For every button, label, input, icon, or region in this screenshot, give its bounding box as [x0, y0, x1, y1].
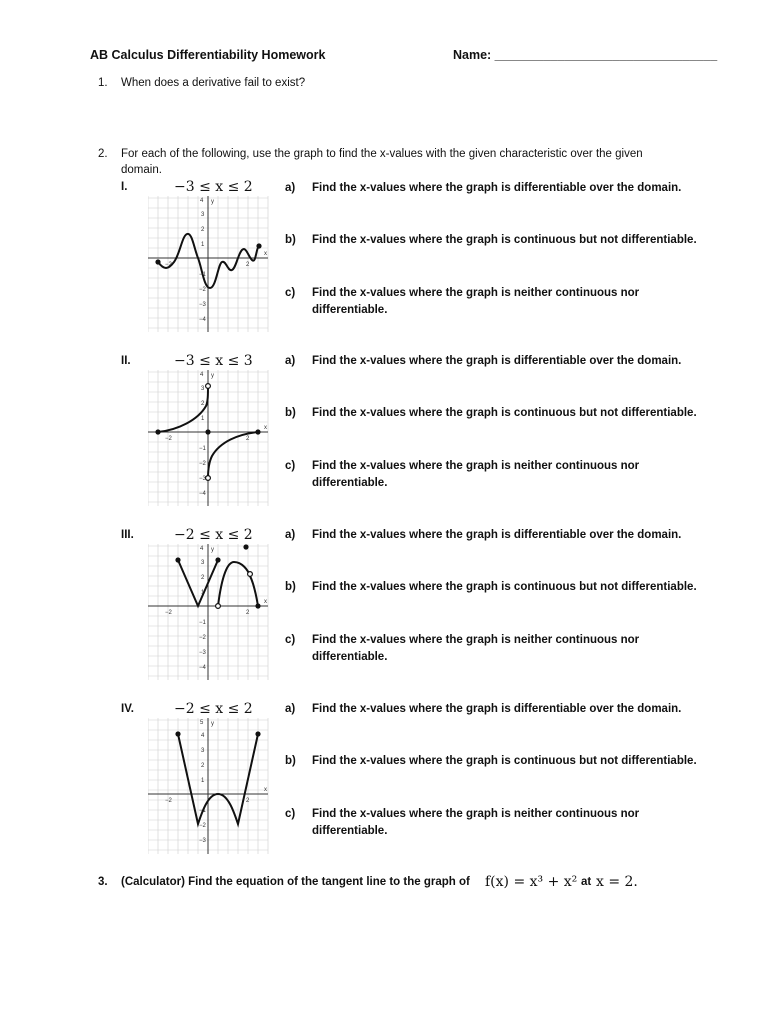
q3-point: x = 2.: [596, 874, 638, 890]
y-tick-label: −3: [199, 476, 206, 482]
part-2-b-label: b): [285, 407, 296, 419]
y-tick-label: 4: [200, 372, 204, 378]
y-axis-label: y: [211, 547, 214, 553]
q2-text-line1: For each of the following, use the graph to find the x-values with the given characteristic over the given: [121, 148, 643, 160]
part-4-domain: −2 ≤ x ≤ 2: [174, 701, 253, 717]
y-tick-label: −4: [199, 491, 206, 497]
part-2-roman: II.: [121, 355, 131, 367]
part-4-graph: [148, 718, 272, 854]
y-tick-label: 2: [201, 227, 205, 233]
y-tick-label: −2: [199, 823, 206, 829]
part-3-roman: III.: [121, 529, 134, 541]
x-axis-label: x: [264, 787, 267, 793]
y-tick-label: −2: [199, 461, 206, 467]
y-tick-label: 4: [201, 733, 205, 739]
part-1-endpoint-right: [256, 243, 261, 248]
y-tick-label: 3: [201, 748, 205, 754]
x-axis-label: x: [264, 251, 267, 257]
part-2-domain: −3 ≤ x ≤ 3: [174, 353, 253, 369]
q3-number: 3.: [98, 876, 108, 888]
part-2-graph: [148, 370, 272, 506]
part-3-b-text: Find the x-values where the graph is continuous but not differentiable.: [312, 581, 697, 593]
y-tick-label: −4: [199, 665, 206, 671]
x-tick-label: 2: [246, 798, 250, 804]
part-1-a-label: a): [285, 182, 296, 194]
part-2-a-label: a): [285, 355, 296, 367]
y-tick-label: 4: [200, 198, 204, 204]
y-tick-label: 3: [201, 386, 205, 392]
y-tick-label: 1: [201, 242, 205, 248]
worksheet-title: AB Calculus Differentiability Homework: [90, 48, 326, 62]
y-tick-label: −1: [199, 272, 206, 278]
part-2-c-text-line1: Find the x-values where the graph is neither continuous nor: [312, 460, 640, 472]
y-tick-label: 2: [201, 575, 205, 581]
part-4-b-text: Find the x-values where the graph is continuous but not differentiable.: [312, 755, 697, 767]
y-tick-label: 3: [201, 560, 205, 566]
y-tick-label: −3: [199, 650, 206, 656]
q1-number: 1.: [98, 77, 108, 89]
part-4-a-label: a): [285, 703, 296, 715]
part-1-endpoint-left: [155, 259, 160, 264]
name-field-label: Name: ________________________________: [453, 48, 718, 62]
q3-function: f(x) = x³ + x²: [485, 874, 578, 890]
part-4-c-text-line2: differentiable.: [312, 825, 388, 837]
part-3-point-top: [215, 557, 220, 562]
part-2-curve-right: [208, 432, 258, 478]
q1-text: When does a derivative fail to exist?: [121, 77, 306, 89]
y-tick-label: −3: [199, 302, 206, 308]
part-2-curve-left: [158, 386, 208, 432]
y-axis-label: y: [211, 373, 214, 379]
q2-number: 2.: [98, 148, 108, 160]
x-axis-label: x: [264, 425, 267, 431]
part-2-a-text: Find the x-values where the graph is differentiable over the domain.: [312, 355, 682, 367]
part-2-c-text-line2: differentiable.: [312, 477, 388, 489]
y-tick-label: −2: [199, 287, 206, 293]
part-1-domain: −3 ≤ x ≤ 2: [174, 179, 253, 195]
part-2-b-text: Find the x-values where the graph is continuous but not differentiable.: [312, 407, 697, 419]
part-2-point-origin: [205, 429, 210, 434]
y-tick-label: 1: [201, 590, 205, 596]
part-3-endpoint-left: [175, 557, 180, 562]
q3-at: at: [581, 876, 592, 888]
y-tick-label: 4: [200, 546, 204, 552]
part-2-endpoint-left: [155, 429, 160, 434]
part-2-open-point-bottom: [206, 476, 211, 481]
part-1-graph: [148, 196, 272, 332]
part-3-c-text-line1: Find the x-values where the graph is neither continuous nor: [312, 634, 640, 646]
part-2-endpoint-right: [255, 429, 260, 434]
y-tick-label: −3: [199, 838, 206, 844]
part-2-open-point-top: [206, 384, 211, 389]
part-2-c-label: c): [285, 460, 296, 472]
y-tick-label: −4: [199, 317, 206, 323]
part-3-endpoint-right: [255, 603, 260, 608]
part-3-a-text: Find the x-values where the graph is differentiable over the domain.: [312, 529, 682, 541]
part-3-graph: [148, 544, 272, 680]
y-axis-label: y: [211, 721, 214, 727]
part-3-domain: −2 ≤ x ≤ 2: [174, 527, 253, 543]
y-tick-label: 2: [201, 763, 205, 769]
part-4-roman: IV.: [121, 703, 135, 715]
y-tick-label: −1: [199, 620, 206, 626]
y-tick-label: −2: [199, 635, 206, 641]
x-tick-label: 2: [246, 436, 250, 442]
x-tick-label: −2: [165, 436, 172, 442]
part-3-c-text-line2: differentiable.: [312, 651, 388, 663]
y-tick-label: 5: [200, 720, 204, 726]
y-tick-label: 1: [201, 416, 205, 422]
y-tick-label: 2: [201, 401, 205, 407]
part-4-b-label: b): [285, 755, 296, 767]
y-axis-label: y: [211, 199, 214, 205]
part-4-a-text: Find the x-values where the graph is differentiable over the domain.: [312, 703, 682, 715]
q3-text: (Calculator) Find the equation of the tangent line to the graph of: [121, 876, 470, 888]
x-axis-label: x: [264, 599, 267, 605]
part-3-isolated-point: [243, 544, 248, 549]
part-3-b-label: b): [285, 581, 296, 593]
q2-text-line2: domain.: [121, 164, 162, 176]
part-1-c-label: c): [285, 287, 296, 299]
part-3-open-point-origin: [216, 604, 221, 609]
part-1-b-label: b): [285, 234, 296, 246]
part-4-endpoint-left: [175, 731, 180, 736]
part-4-c-text-line1: Find the x-values where the graph is neither continuous nor: [312, 808, 640, 820]
y-tick-label: −1: [199, 808, 206, 814]
part-1-a-text: Find the x-values where the graph is differentiable over the domain.: [312, 182, 682, 194]
part-4-endpoint-right: [255, 731, 260, 736]
y-tick-label: 3: [201, 212, 205, 218]
x-tick-label: −2: [165, 798, 172, 804]
part-1-c-text-line2: differentiable.: [312, 304, 388, 316]
part-3-a-label: a): [285, 529, 296, 541]
part-4-c-label: c): [285, 808, 296, 820]
y-tick-label: −1: [199, 446, 206, 452]
y-tick-label: 1: [201, 778, 205, 784]
part-3-open-point-hole: [248, 572, 253, 577]
x-tick-label: −2: [165, 610, 172, 616]
part-3-c-label: c): [285, 634, 296, 646]
part-1-c-text-line1: Find the x-values where the graph is neither continuous nor: [312, 287, 640, 299]
x-tick-label: −2: [165, 262, 172, 268]
x-tick-label: 2: [246, 610, 250, 616]
x-tick-label: 2: [246, 262, 250, 268]
part-1-roman: I.: [121, 181, 128, 193]
part-1-b-text: Find the x-values where the graph is continuous but not differentiable.: [312, 234, 697, 246]
